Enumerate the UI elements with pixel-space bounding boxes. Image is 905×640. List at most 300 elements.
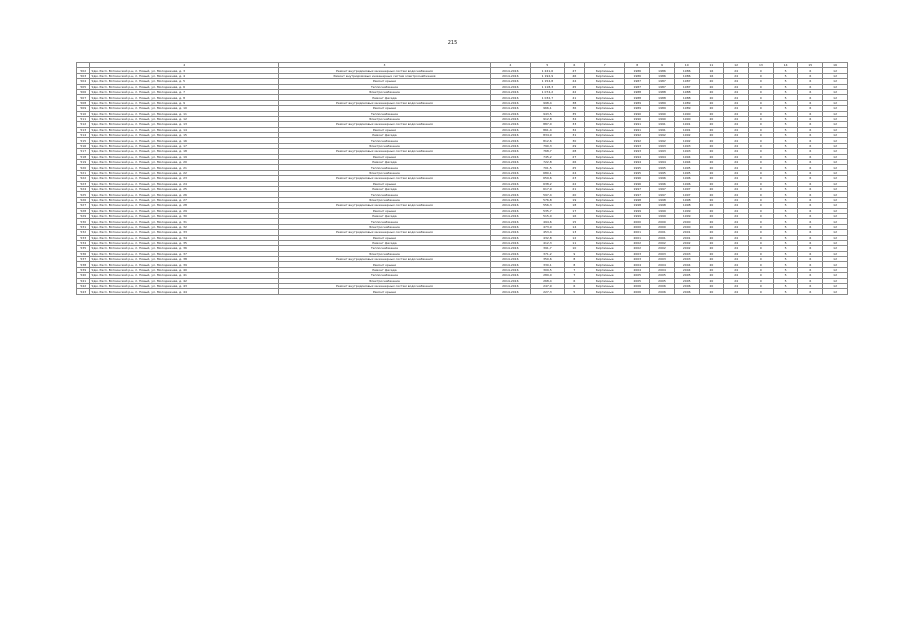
table-cell: 2014-2016 [490, 219, 530, 224]
table-cell: 0 [749, 192, 774, 197]
address-cell: Удм. Респ. Воткинский р-н, п. Новый, ул. Молодежная, д. 12 [90, 116, 279, 121]
table-cell: 23 [564, 176, 584, 181]
table-cell: 2014-2016 [490, 230, 530, 235]
table-cell: 5 [773, 176, 798, 181]
work-type-cell: Ремонт внутридомовых инженерных систем водоснабжения [279, 257, 490, 262]
table-cell: 247,9 [531, 284, 565, 289]
column-header: 5 [531, 63, 565, 68]
table-cell: 1998 [650, 203, 675, 208]
table-cell: 0 [749, 100, 774, 105]
table-cell: 768,7 [531, 149, 565, 154]
table-cell: 5 [773, 289, 798, 294]
table-cell: 309,5 [531, 267, 565, 272]
table-cell: 5 [773, 133, 798, 138]
table-cell: 24 [724, 208, 749, 213]
table-cell: 745,2 [531, 154, 565, 159]
table-cell: 6 [798, 122, 823, 127]
work-type-cell: Ремонт внутридомовых инженерных систем водоснабжения [279, 100, 490, 105]
table-cell: 1 241,6 [531, 68, 565, 73]
table-cell: 2014-2016 [490, 111, 530, 116]
table-cell: 12 [823, 68, 848, 73]
work-type-cell: Ремонт фасада [279, 213, 490, 218]
table-cell: 1992 [650, 133, 675, 138]
table-cell: 6 [798, 203, 823, 208]
table-cell: 2014-2016 [490, 257, 530, 262]
table-cell: 7 [564, 273, 584, 278]
table-cell: 12 [823, 170, 848, 175]
table-cell: 5 [564, 289, 584, 294]
table-cell: 1994 [625, 160, 650, 165]
table-cell: 534 [77, 240, 90, 245]
table-cell: 2000 [674, 219, 699, 224]
table-cell: 1987 [625, 79, 650, 84]
table-cell: 1999 [650, 213, 675, 218]
table-cell: 2005 [650, 273, 675, 278]
table-cell: Кирпичные [584, 240, 624, 245]
address-cell: Удм. Респ. Воткинский р-н, п. Новый, ул. Молодежная, д. 30 [90, 213, 279, 218]
table-cell: 20 [699, 127, 724, 132]
table-cell: 20 [699, 122, 724, 127]
table-cell: 2014-2016 [490, 208, 530, 213]
column-header: 9 [650, 63, 675, 68]
table-cell: 12 [823, 219, 848, 224]
work-type-cell: Ремонт крыши [279, 181, 490, 186]
address-cell: Удм. Респ. Воткинский р-н, п. Новый, ул. Молодежная, д. 26 [90, 192, 279, 197]
table-cell: 24 [724, 100, 749, 105]
table-cell: 2014-2016 [490, 84, 530, 89]
table-cell: Кирпичные [584, 208, 624, 213]
table-cell: 6 [798, 154, 823, 159]
table-cell: 31 [564, 133, 584, 138]
table-cell: Кирпичные [584, 203, 624, 208]
table-cell: 24 [724, 289, 749, 294]
table-cell: Кирпичные [584, 154, 624, 159]
table-cell: 12 [823, 284, 848, 289]
table-cell: 2005 [625, 278, 650, 283]
table-cell: 330,1 [531, 262, 565, 267]
table-cell: 1 192,9 [531, 73, 565, 78]
table-cell: 1989 [650, 106, 675, 111]
table-cell: 541 [77, 278, 90, 283]
column-header: 3 [279, 63, 490, 68]
table-cell: 1993 [625, 149, 650, 154]
table-cell: 6 [798, 181, 823, 186]
table-cell: 516 [77, 143, 90, 148]
table-cell: 0 [749, 79, 774, 84]
table-cell: 2003 [674, 257, 699, 262]
table-cell: 542 [77, 284, 90, 289]
table-cell: 32 [564, 127, 584, 132]
table-cell: 998,4 [531, 100, 565, 105]
table-cell: 5 [773, 208, 798, 213]
table-cell: 1993 [650, 143, 675, 148]
table-cell: 5 [773, 111, 798, 116]
table-cell: 12 [823, 143, 848, 148]
table-cell: 0 [749, 154, 774, 159]
table-cell: 5 [773, 95, 798, 100]
table-cell: 20 [699, 273, 724, 278]
work-type-cell: Ремонт внутридомовых инженерных систем электроснабжения [279, 73, 490, 78]
table-cell: 12 [823, 100, 848, 105]
work-type-cell: Электроснабжение [279, 89, 490, 94]
work-type-cell: Теплоснабжение [279, 84, 490, 89]
address-cell: Удм. Респ. Воткинский р-н, п. Новый, ул. Молодежная, д. 40 [90, 267, 279, 272]
table-cell: 5 [773, 170, 798, 175]
table-cell: 20 [699, 111, 724, 116]
table-cell: 1999 [625, 208, 650, 213]
work-type-cell: Ремонт фасада [279, 186, 490, 191]
table-cell: 1987 [625, 84, 650, 89]
table-cell: 20 [699, 289, 724, 294]
table-cell: 24 [724, 267, 749, 272]
table-cell: 289,0 [531, 273, 565, 278]
table-cell: Кирпичные [584, 257, 624, 262]
table-cell: 526 [77, 197, 90, 202]
work-type-cell: Ремонт внутридомовых инженерных систем водоснабжения [279, 68, 490, 73]
table-cell: 24 [724, 170, 749, 175]
table-cell: 20 [699, 284, 724, 289]
table-cell: 2005 [625, 273, 650, 278]
table-cell: 24 [724, 133, 749, 138]
work-type-cell: Ремонт внутридомовых инженерных систем водоснабжения [279, 284, 490, 289]
table-cell: 5 [773, 213, 798, 218]
table-cell: 5 [773, 186, 798, 191]
table-cell: 2000 [650, 219, 675, 224]
table-cell: 0 [749, 111, 774, 116]
table-cell: 16 [699, 68, 724, 73]
table-cell: 0 [749, 273, 774, 278]
address-cell: Удм. Респ. Воткинский р-н, п. Новый, ул. Молодежная, д. 17 [90, 143, 279, 148]
table-cell: 24 [724, 273, 749, 278]
table-cell: 18 [564, 203, 584, 208]
table-cell: 2014-2016 [490, 273, 530, 278]
address-cell: Удм. Респ. Воткинский р-н, п. Новый, ул. Молодежная, д. 27 [90, 197, 279, 202]
table-cell: 680,1 [531, 170, 565, 175]
table-cell: 2014-2016 [490, 213, 530, 218]
table-cell: 5 [773, 181, 798, 186]
table-cell: 530 [77, 219, 90, 224]
table-cell: 6 [798, 251, 823, 256]
table-cell: 5 [773, 240, 798, 245]
table-cell: 24 [724, 111, 749, 116]
table-cell: 0 [749, 262, 774, 267]
table-cell: Кирпичные [584, 143, 624, 148]
table-cell: 5 [773, 267, 798, 272]
table-cell: 535 [77, 246, 90, 251]
table-cell: 2002 [674, 246, 699, 251]
address-cell: Удм. Респ. Воткинский р-н, п. Новый, ул. Молодежная, д. 18 [90, 149, 279, 154]
table-cell: 912,8 [531, 116, 565, 121]
work-type-cell: Теплоснабжение [279, 219, 490, 224]
table-cell: 0 [749, 149, 774, 154]
table-cell: 535,7 [531, 208, 565, 213]
table-cell: Кирпичные [584, 106, 624, 111]
table-cell: 268,4 [531, 278, 565, 283]
table-cell: 371,2 [531, 251, 565, 256]
table-cell: 512 [77, 122, 90, 127]
table-cell: 41 [564, 95, 584, 100]
table-cell: 2014-2016 [490, 278, 530, 283]
table-cell: 0 [749, 186, 774, 191]
table-cell: 20 [699, 192, 724, 197]
table-cell: 0 [749, 138, 774, 143]
table-cell: 24 [724, 79, 749, 84]
table-cell: 6 [798, 176, 823, 181]
address-cell: Удм. Респ. Воткинский р-н, п. Новый, ул. Молодежная, д. 14 [90, 127, 279, 132]
address-cell: Удм. Респ. Воткинский р-н, п. Новый, ул. Молодежная, д. 13 [90, 122, 279, 127]
table-body [77, 68, 848, 294]
address-cell: Удм. Респ. Воткинский р-н, п. Новый, ул. Молодежная, д. 3 [90, 68, 279, 73]
address-cell: Удм. Респ. Воткинский р-н, п. Новый, ул. Молодежная, д. 42 [90, 278, 279, 283]
table-cell: 12 [823, 203, 848, 208]
table-cell: 12 [823, 224, 848, 229]
table-cell: 5 [773, 154, 798, 159]
table-cell: 20 [699, 143, 724, 148]
table-cell: 20 [699, 186, 724, 191]
table-cell: 20 [699, 133, 724, 138]
table-cell: 1993 [650, 149, 675, 154]
table-cell: 12 [823, 160, 848, 165]
work-type-cell: Ремонт крыши [279, 127, 490, 132]
address-cell: Удм. Респ. Воткинский р-н, п. Новый, ул. Молодежная, д. 43 [90, 284, 279, 289]
address-cell: Удм. Респ. Воткинский р-н, п. Новый, ул. Молодежная, д. 38 [90, 257, 279, 262]
table-cell: 494,6 [531, 219, 565, 224]
table-cell: 2004 [650, 262, 675, 267]
work-type-cell: Ремонт внутридомовых инженерных систем водоснабжения [279, 149, 490, 154]
work-type-cell: Теплоснабжение [279, 138, 490, 143]
table-cell: 2004 [650, 267, 675, 272]
table-cell: 525 [77, 192, 90, 197]
table-cell: 6 [798, 170, 823, 175]
table-cell: 24 [724, 278, 749, 283]
table-cell: 1998 [674, 197, 699, 202]
table-cell: 722,8 [531, 160, 565, 165]
table-cell: 5 [773, 235, 798, 240]
table-cell: 5 [773, 197, 798, 202]
table-cell: 5 [773, 273, 798, 278]
table-cell: Кирпичные [584, 197, 624, 202]
table-cell: 2014-2016 [490, 138, 530, 143]
table-cell: 12 [823, 246, 848, 251]
table-cell: 6 [798, 192, 823, 197]
table-cell: 24 [724, 230, 749, 235]
table-cell: 12 [823, 116, 848, 121]
table-cell: 34 [564, 116, 584, 121]
table-cell: 350,6 [531, 257, 565, 262]
table-cell: 12 [823, 154, 848, 159]
table-cell: 0 [749, 224, 774, 229]
table-cell: 1995 [650, 170, 675, 175]
table-cell: 5 [773, 138, 798, 143]
table-cell: 20 [699, 251, 724, 256]
table-cell: 524 [77, 186, 90, 191]
table-cell: Кирпичные [584, 273, 624, 278]
address-cell: Удм. Респ. Воткинский р-н, п. Новый, ул. Молодежная, д. 28 [90, 203, 279, 208]
table-cell: 2006 [625, 284, 650, 289]
table-cell: 38 [564, 100, 584, 105]
table-cell: 1 074,2 [531, 89, 565, 94]
table-cell: 2014-2016 [490, 133, 530, 138]
table-cell: 12 [823, 122, 848, 127]
table-cell: 6 [798, 273, 823, 278]
work-type-cell: Электроснабжение [279, 116, 490, 121]
table-cell: 2014-2016 [490, 224, 530, 229]
table-cell: 16 [699, 73, 724, 78]
table-cell: 29 [564, 143, 584, 148]
table-cell: 2004 [674, 267, 699, 272]
table-cell: 20 [699, 116, 724, 121]
table-cell: 576,8 [531, 197, 565, 202]
table-cell: 523 [77, 181, 90, 186]
table-cell: 2014-2016 [490, 143, 530, 148]
column-header: 13 [749, 63, 774, 68]
table-cell: 6 [798, 186, 823, 191]
table-cell: 518 [77, 154, 90, 159]
table-cell: Кирпичные [584, 160, 624, 165]
table-cell: 5 [773, 100, 798, 105]
work-type-cell: Электроснабжение [279, 278, 490, 283]
table-cell: 509 [77, 106, 90, 111]
table-cell: Кирпичные [584, 127, 624, 132]
table-cell: 638,2 [531, 181, 565, 186]
table-cell: 12 [823, 192, 848, 197]
table-cell: 0 [749, 203, 774, 208]
table-cell: 24 [724, 127, 749, 132]
table-cell: 12 [823, 176, 848, 181]
table-cell: 0 [749, 267, 774, 272]
table-cell: 24 [724, 181, 749, 186]
table-cell: 6 [798, 149, 823, 154]
table-cell: 6 [564, 278, 584, 283]
table-cell: 20 [699, 165, 724, 170]
table-cell: 503 [77, 73, 90, 78]
table-cell: 5 [773, 73, 798, 78]
table-cell: 15 [564, 219, 584, 224]
address-cell: Удм. Респ. Воткинский р-н, п. Новый, ул. Молодежная, д. 33 [90, 230, 279, 235]
table-cell: 520 [77, 165, 90, 170]
table-cell: 0 [749, 213, 774, 218]
address-cell: Удм. Респ. Воткинский р-н, п. Новый, ул. Молодежная, д. 8 [90, 95, 279, 100]
address-cell: Удм. Респ. Воткинский р-н, п. Новый, ул. Молодежная, д. 44 [90, 289, 279, 294]
table-cell: 12 [823, 165, 848, 170]
table-cell: 20 [699, 267, 724, 272]
table-cell: Кирпичные [584, 133, 624, 138]
table-cell: 0 [749, 127, 774, 132]
table-cell: 540 [77, 273, 90, 278]
work-type-cell: Ремонт крыши [279, 106, 490, 111]
table-cell: 1994 [650, 160, 675, 165]
table-cell: 12 [823, 95, 848, 100]
table-cell: 2002 [650, 246, 675, 251]
table-cell: 12 [823, 240, 848, 245]
table-cell: 0 [749, 230, 774, 235]
table-cell: 0 [749, 95, 774, 100]
table-cell: 2014-2016 [490, 79, 530, 84]
table-cell: 1998 [650, 197, 675, 202]
table-cell: 538 [77, 262, 90, 267]
table-cell: 1988 [625, 95, 650, 100]
table-cell: 12 [823, 267, 848, 272]
table-cell: 1996 [650, 176, 675, 181]
table-cell: 6 [798, 197, 823, 202]
address-cell: Удм. Респ. Воткинский р-н, п. Новый, ул. Молодежная, д. 41 [90, 273, 279, 278]
table-cell: 24 [724, 262, 749, 267]
column-header: 14 [773, 63, 798, 68]
table-cell: 5 [773, 68, 798, 73]
table-cell: 2004 [625, 267, 650, 272]
table-row [77, 289, 848, 294]
table-cell: 12 [564, 235, 584, 240]
table-cell: 0 [749, 89, 774, 94]
table-cell: Кирпичные [584, 170, 624, 175]
table-cell: 2001 [674, 230, 699, 235]
table-cell: 1 118,3 [531, 84, 565, 89]
table-cell: 5 [773, 122, 798, 127]
table-cell: 2001 [625, 235, 650, 240]
table-cell: 36 [564, 106, 584, 111]
table-cell: 2001 [650, 230, 675, 235]
table-cell: 6 [798, 230, 823, 235]
table-cell: 5 [773, 165, 798, 170]
table-cell: 0 [749, 284, 774, 289]
column-header: 6 [564, 63, 584, 68]
table-cell: 1986 [650, 68, 675, 73]
table-cell: 517 [77, 149, 90, 154]
table-cell: 943,5 [531, 111, 565, 116]
table-cell: 0 [749, 240, 774, 245]
table-cell: 966,1 [531, 106, 565, 111]
table-cell: 6 [798, 219, 823, 224]
work-type-cell: Ремонт внутридомовых инженерных систем водоснабжения [279, 203, 490, 208]
table-cell: 20 [699, 100, 724, 105]
table-cell: 1986 [625, 73, 650, 78]
table-cell: 1994 [674, 160, 699, 165]
work-type-cell: Ремонт крыши [279, 289, 490, 294]
table-cell: 20 [699, 154, 724, 159]
table-cell: 6 [798, 95, 823, 100]
table-cell: 0 [749, 176, 774, 181]
table-cell: 20 [699, 278, 724, 283]
table-cell: 533 [77, 235, 90, 240]
table-cell: 24 [724, 176, 749, 181]
table-cell: 0 [749, 235, 774, 240]
table-cell: 12 [823, 73, 848, 78]
table-cell: Кирпичные [584, 251, 624, 256]
table-cell: 2014-2016 [490, 186, 530, 191]
address-cell: Удм. Респ. Воткинский р-н, п. Новый, ул. Молодежная, д. 32 [90, 224, 279, 229]
table-cell: 0 [749, 197, 774, 202]
table-cell: 12 [823, 149, 848, 154]
table-cell: 8 [564, 262, 584, 267]
address-cell: Удм. Респ. Воткинский р-н, п. Новый, ул. Молодежная, д. 24 [90, 181, 279, 186]
address-cell: Удм. Респ. Воткинский р-н, п. Новый, ул. Молодежная, д. 25 [90, 186, 279, 191]
table-cell: 12 [823, 186, 848, 191]
table-cell: 30 [564, 138, 584, 143]
table-cell: 6 [798, 267, 823, 272]
table-cell: 20 [699, 230, 724, 235]
table-cell: 1989 [625, 100, 650, 105]
table-cell: 505 [77, 84, 90, 89]
table-cell: 502 [77, 68, 90, 73]
table-cell: 24 [724, 95, 749, 100]
table-cell: 2014-2016 [490, 116, 530, 121]
table-cell: 1996 [650, 181, 675, 186]
table-cell: 5 [773, 89, 798, 94]
work-type-cell: Ремонт фасада [279, 95, 490, 100]
column-header: 8 [625, 63, 650, 68]
table-cell: 45 [564, 84, 584, 89]
table-cell: 0 [749, 106, 774, 111]
